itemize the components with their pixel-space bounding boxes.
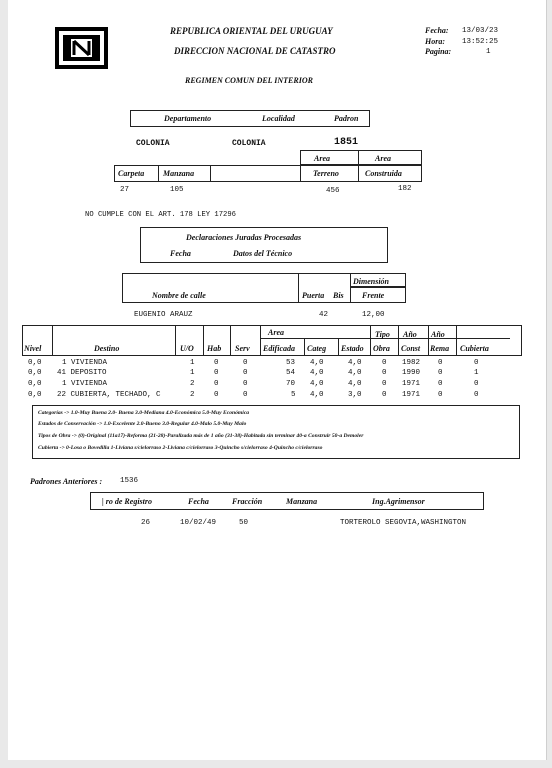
agrimensor-value: TORTEROLO SEGOVIA,WASHINGTON bbox=[340, 519, 467, 527]
cell-serv: 0 bbox=[243, 369, 248, 377]
cell-cubierta: 0 bbox=[474, 380, 479, 388]
cell-rema: 0 bbox=[438, 391, 443, 399]
puerta-label: Puerta bbox=[302, 291, 325, 300]
cell-estado: 4,0 bbox=[348, 369, 362, 377]
header-line1: REPUBLICA ORIENTAL DEL URUGUAY bbox=[170, 26, 333, 36]
declaraciones-title: Declaraciones Juradas Procesadas bbox=[186, 233, 302, 242]
cell-categ: 4,0 bbox=[310, 380, 324, 388]
agrimensor-label: Ing.Agrimensor bbox=[372, 497, 425, 506]
cell-obra: 0 bbox=[382, 369, 387, 377]
fecha-reg-value: 10/02/49 bbox=[180, 519, 217, 527]
cell-uo: 1 bbox=[190, 369, 195, 377]
padrones-value: 1536 bbox=[120, 477, 139, 485]
cell-estado: 3,0 bbox=[348, 391, 362, 399]
cell-obra: 0 bbox=[382, 391, 387, 399]
col-uo: U/O bbox=[180, 344, 194, 353]
cell-destino: 1 VIVIENDA bbox=[62, 380, 108, 388]
cell-serv: 0 bbox=[243, 359, 248, 367]
hora-value: 13:52:25 bbox=[462, 38, 499, 46]
localidad-value: COLONIA bbox=[232, 139, 266, 148]
padrones-label: Padrones Anteriores : bbox=[30, 477, 103, 486]
padron-value: 1851 bbox=[334, 137, 359, 148]
cell-destino: 22 CUBIERTA, TECHADO, C bbox=[57, 391, 161, 399]
cell-nivel: 0,0 bbox=[28, 391, 42, 399]
area-terreno-label: Area bbox=[314, 154, 330, 163]
cell-edificada: 53 bbox=[286, 359, 296, 367]
fecha-label: Fecha: bbox=[425, 26, 449, 35]
cell-nivel: 0,0 bbox=[28, 359, 42, 367]
legend-categorias: Categorías -> 1.0-Muy Buena 2.0- Buena 3.0-Mediana 4.0-Económica 5.0-Muy Económica bbox=[38, 410, 250, 416]
col-area: Area bbox=[268, 328, 284, 337]
cell-nivel: 0,0 bbox=[28, 369, 42, 377]
cell-categ: 4,0 bbox=[310, 369, 324, 377]
cell-hab: 0 bbox=[214, 359, 219, 367]
street-name-value: EUGENIO ARAUZ bbox=[134, 311, 193, 319]
cell-uo: 2 bbox=[190, 380, 195, 388]
cell-hab: 0 bbox=[214, 391, 219, 399]
cell-edificada: 5 bbox=[291, 391, 296, 399]
header-line2: DIRECCION NACIONAL DE CATASTRO bbox=[174, 46, 336, 56]
fecha-value: 13/03/23 bbox=[462, 27, 499, 35]
puerta-value: 42 bbox=[319, 311, 329, 319]
cell-const: 1971 bbox=[402, 380, 421, 388]
cell-rema: 0 bbox=[438, 359, 443, 367]
notice-text: NO CUMPLE CON EL ART. 178 LEY 17296 bbox=[85, 211, 236, 219]
cell-destino: 1 VIVIENDA bbox=[62, 359, 108, 367]
col-obra: Obra bbox=[373, 344, 390, 353]
padron-label: Padron bbox=[334, 114, 359, 123]
col-const: Const bbox=[401, 344, 421, 353]
declaraciones-datos-label: Datos del Técnico bbox=[233, 249, 293, 258]
manzana-reg-label: Manzana bbox=[286, 497, 318, 506]
registro-label: | ro de Registro bbox=[102, 497, 152, 506]
pagina-label: Pagina: bbox=[425, 47, 452, 56]
legend-cubierta: Cubierta -> 0-Losa o Bovedilla 1-Liviana s/cielorraso 2-Liviana c/cielorraso 3-Quincho s/cielorraso 4-Quincho c/cielorraso bbox=[38, 445, 323, 451]
document-page bbox=[8, 0, 547, 760]
cell-hab: 0 bbox=[214, 380, 219, 388]
legend-tipos: Tipos de Obra -> (0)-Original (11a17)-Reforma (21-28)-Paralizada más de 1 año (31-38)-Habitada sin terminar 40-a Construir 50-a Demoler bbox=[38, 433, 364, 439]
cell-estado: 4,0 bbox=[348, 380, 362, 388]
departamento-label: Departamento bbox=[164, 114, 212, 123]
col-rema: Rema bbox=[430, 344, 450, 353]
cell-cubierta: 0 bbox=[474, 359, 479, 367]
construida-value: 182 bbox=[398, 185, 412, 193]
construida-label: Construida bbox=[365, 169, 402, 178]
dimension-label: Dimensión bbox=[353, 277, 390, 286]
cell-rema: 0 bbox=[438, 369, 443, 377]
cell-uo: 1 bbox=[190, 359, 195, 367]
cell-cubierta: 0 bbox=[474, 391, 479, 399]
cell-obra: 0 bbox=[382, 380, 387, 388]
col-edificada: Edificada bbox=[263, 344, 295, 353]
carpeta-label: Carpeta bbox=[118, 169, 145, 178]
fecha-reg-label: Fecha bbox=[188, 497, 209, 506]
hora-label: Hora: bbox=[425, 37, 445, 46]
cell-categ: 4,0 bbox=[310, 391, 324, 399]
cell-nivel: 0,0 bbox=[28, 380, 42, 388]
col-tipo: Tipo bbox=[375, 330, 390, 339]
registro-value: 26 bbox=[141, 519, 151, 527]
cell-categ: 4,0 bbox=[310, 359, 324, 367]
cell-destino: 41 DEPOSITO bbox=[57, 369, 107, 377]
nombre-calle-label: Nombre de calle bbox=[152, 291, 206, 300]
cell-serv: 0 bbox=[243, 391, 248, 399]
cell-const: 1990 bbox=[402, 369, 421, 377]
cell-obra: 0 bbox=[382, 359, 387, 367]
departamento-value: COLONIA bbox=[136, 139, 170, 148]
cell-const: 1971 bbox=[402, 391, 421, 399]
col-serv: Serv bbox=[235, 344, 250, 353]
manzana-value: 105 bbox=[170, 186, 184, 194]
terreno-label: Terreno bbox=[313, 169, 339, 178]
cell-rema: 0 bbox=[438, 380, 443, 388]
cell-edificada: 54 bbox=[286, 369, 296, 377]
carpeta-value: 27 bbox=[120, 186, 130, 194]
col-categ: Categ bbox=[307, 344, 327, 353]
dnc-logo-icon bbox=[55, 27, 108, 69]
cell-hab: 0 bbox=[214, 369, 219, 377]
declaraciones-fecha-label: Fecha bbox=[170, 249, 191, 258]
legend-estados: Estados de Conservación -> 1.0-Excelente 2.0-Bueno 3.0-Regular 4.0-Malo 5.0-Muy Malo bbox=[38, 421, 247, 427]
col-ano1: Año bbox=[403, 330, 417, 339]
cell-edificada: 70 bbox=[286, 380, 296, 388]
header-subtitle: REGIMEN COMUN DEL INTERIOR bbox=[185, 76, 313, 85]
fraccion-label: Fracción bbox=[232, 497, 263, 506]
localidad-label: Localidad bbox=[262, 114, 295, 123]
terreno-value: 456 bbox=[326, 187, 340, 195]
pagina-value: 1 bbox=[486, 48, 491, 56]
col-destino: Destino bbox=[94, 344, 120, 353]
col-cubierta: Cubierta bbox=[460, 344, 489, 353]
fraccion-value: 50 bbox=[239, 519, 249, 527]
manzana-label: Manzana bbox=[163, 169, 195, 178]
bis-label: Bis bbox=[333, 291, 344, 300]
cell-uo: 2 bbox=[190, 391, 195, 399]
frente-label: Frente bbox=[362, 291, 385, 300]
col-nivel: Nivel bbox=[24, 344, 42, 353]
cell-estado: 4,0 bbox=[348, 359, 362, 367]
col-ano2: Año bbox=[431, 330, 445, 339]
col-hab: Hab bbox=[207, 344, 222, 353]
cell-const: 1982 bbox=[402, 359, 421, 367]
col-estado: Estado bbox=[341, 344, 364, 353]
cell-serv: 0 bbox=[243, 380, 248, 388]
frente-value: 12,00 bbox=[362, 311, 385, 319]
area-construida-label: Area bbox=[375, 154, 391, 163]
cell-cubierta: 1 bbox=[474, 369, 479, 377]
